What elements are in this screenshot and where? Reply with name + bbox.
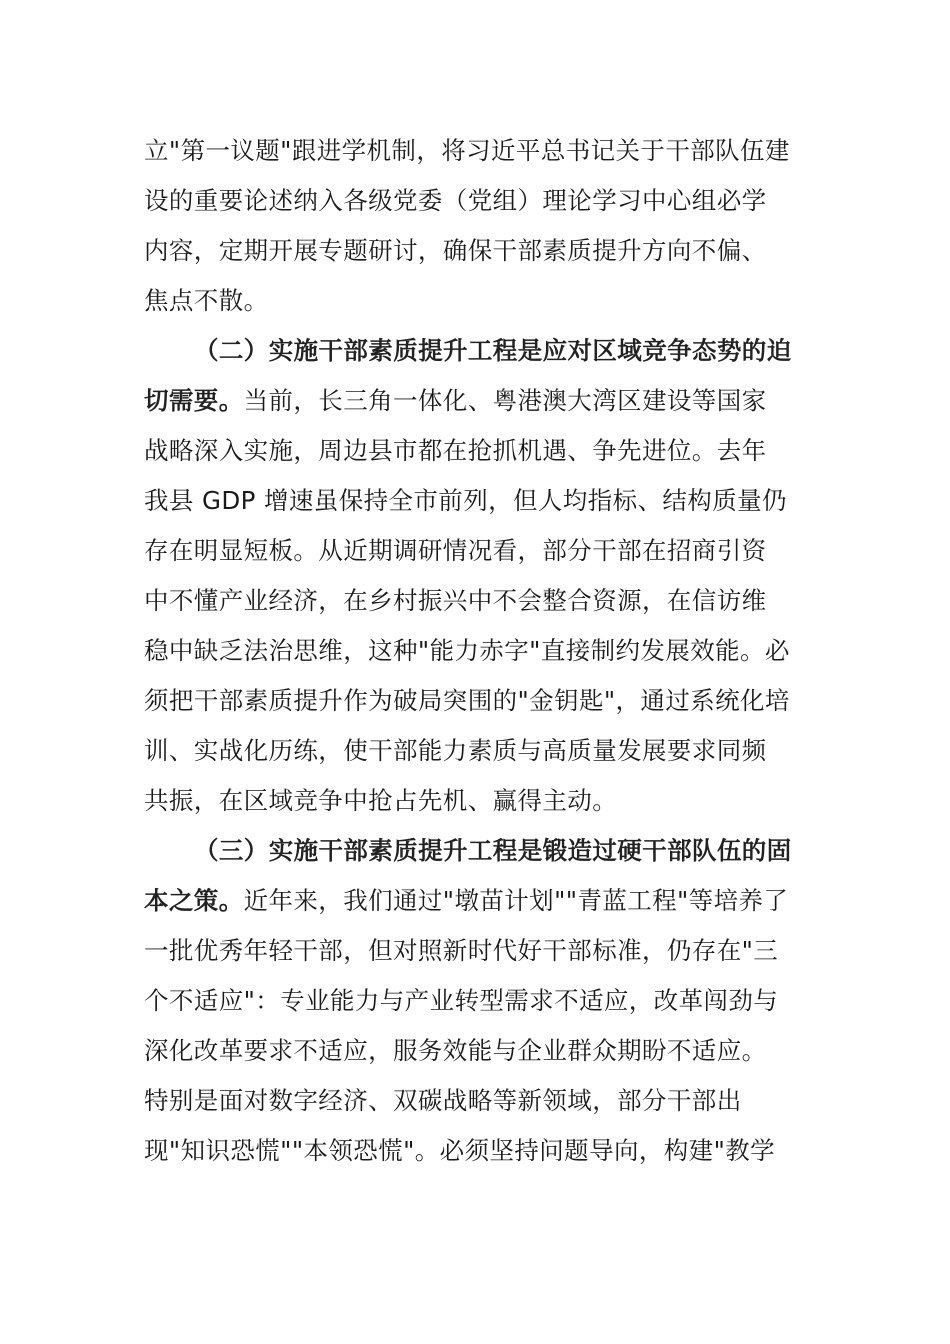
text-line: 中不懂产业经济，在乡村振兴中不会整合资源，在信访维 — [144, 586, 767, 615]
text-line: 须把干部素质提升作为破局突围的"金钥匙"，通过系统化培 — [144, 686, 790, 715]
section-heading: （三）实施干部素质提升工程是锻造过硬干部队伍的固 — [194, 836, 792, 865]
text-line: 战略深入实施，周边县市都在抢抓机遇、争先进位。去年 — [144, 436, 767, 465]
text-line: 训、实战化历练，使干部能力素质与高质量发展要求同频 — [144, 736, 767, 765]
text-line: 我县 GDP 增速虽保持全市前列，但人均指标、结构质量仍 — [144, 486, 787, 515]
text-line: 焦点不散。 — [144, 286, 269, 315]
text-line: 一批优秀年轻干部，但对照新时代好干部标准，仍存在"三 — [144, 936, 779, 965]
text-line: 存在明显短板。从近期调研情况看，部分干部在招商引资 — [144, 536, 767, 565]
text-line: 共振，在区域竞争中抢占先机、赢得主动。 — [144, 786, 618, 815]
section-heading-end: 本之策。 — [144, 886, 244, 915]
text-line: 个不适应"：专业能力与产业转型需求不适应，改革闯劲与 — [144, 986, 779, 1015]
section-heading: （二）实施干部素质提升工程是应对区域竞争态势的迫 — [194, 336, 792, 365]
text-run: 近年来，我们通过"墩苗计划""青蓝工程"等培养了 — [243, 886, 789, 915]
text-line: 立"第一议题"跟进学机制，将习近平总书记关于干部队伍建 — [144, 136, 790, 165]
text-line: 现"知识恐慌""本领恐慌"。必须坚持问题导向，构建"教学 — [144, 1136, 776, 1165]
text-run: 当前，长三角一体化、粤港澳大湾区建设等国家 — [243, 386, 767, 415]
text-line: 特别是面对数字经济、双碳战略等新领域，部分干部出 — [144, 1086, 742, 1115]
text-line: 内容，定期开展专题研讨，确保干部素质提升方向不偏、 — [144, 236, 767, 265]
text-line: 稳中缺乏法治思维，这种"能力赤字"直接制约发展效能。必 — [144, 636, 790, 665]
document-body — [144, 126, 810, 1176]
text-line — [144, 376, 810, 426]
text-line — [144, 876, 810, 926]
text-line: 深化改革要求不适应，服务效能与企业群众期盼不适应。 — [144, 1036, 767, 1065]
section-heading-end: 切需要。 — [144, 386, 244, 415]
text-line: 设的重要论述纳入各级党委（党组）理论学习中心组必学 — [144, 186, 767, 215]
